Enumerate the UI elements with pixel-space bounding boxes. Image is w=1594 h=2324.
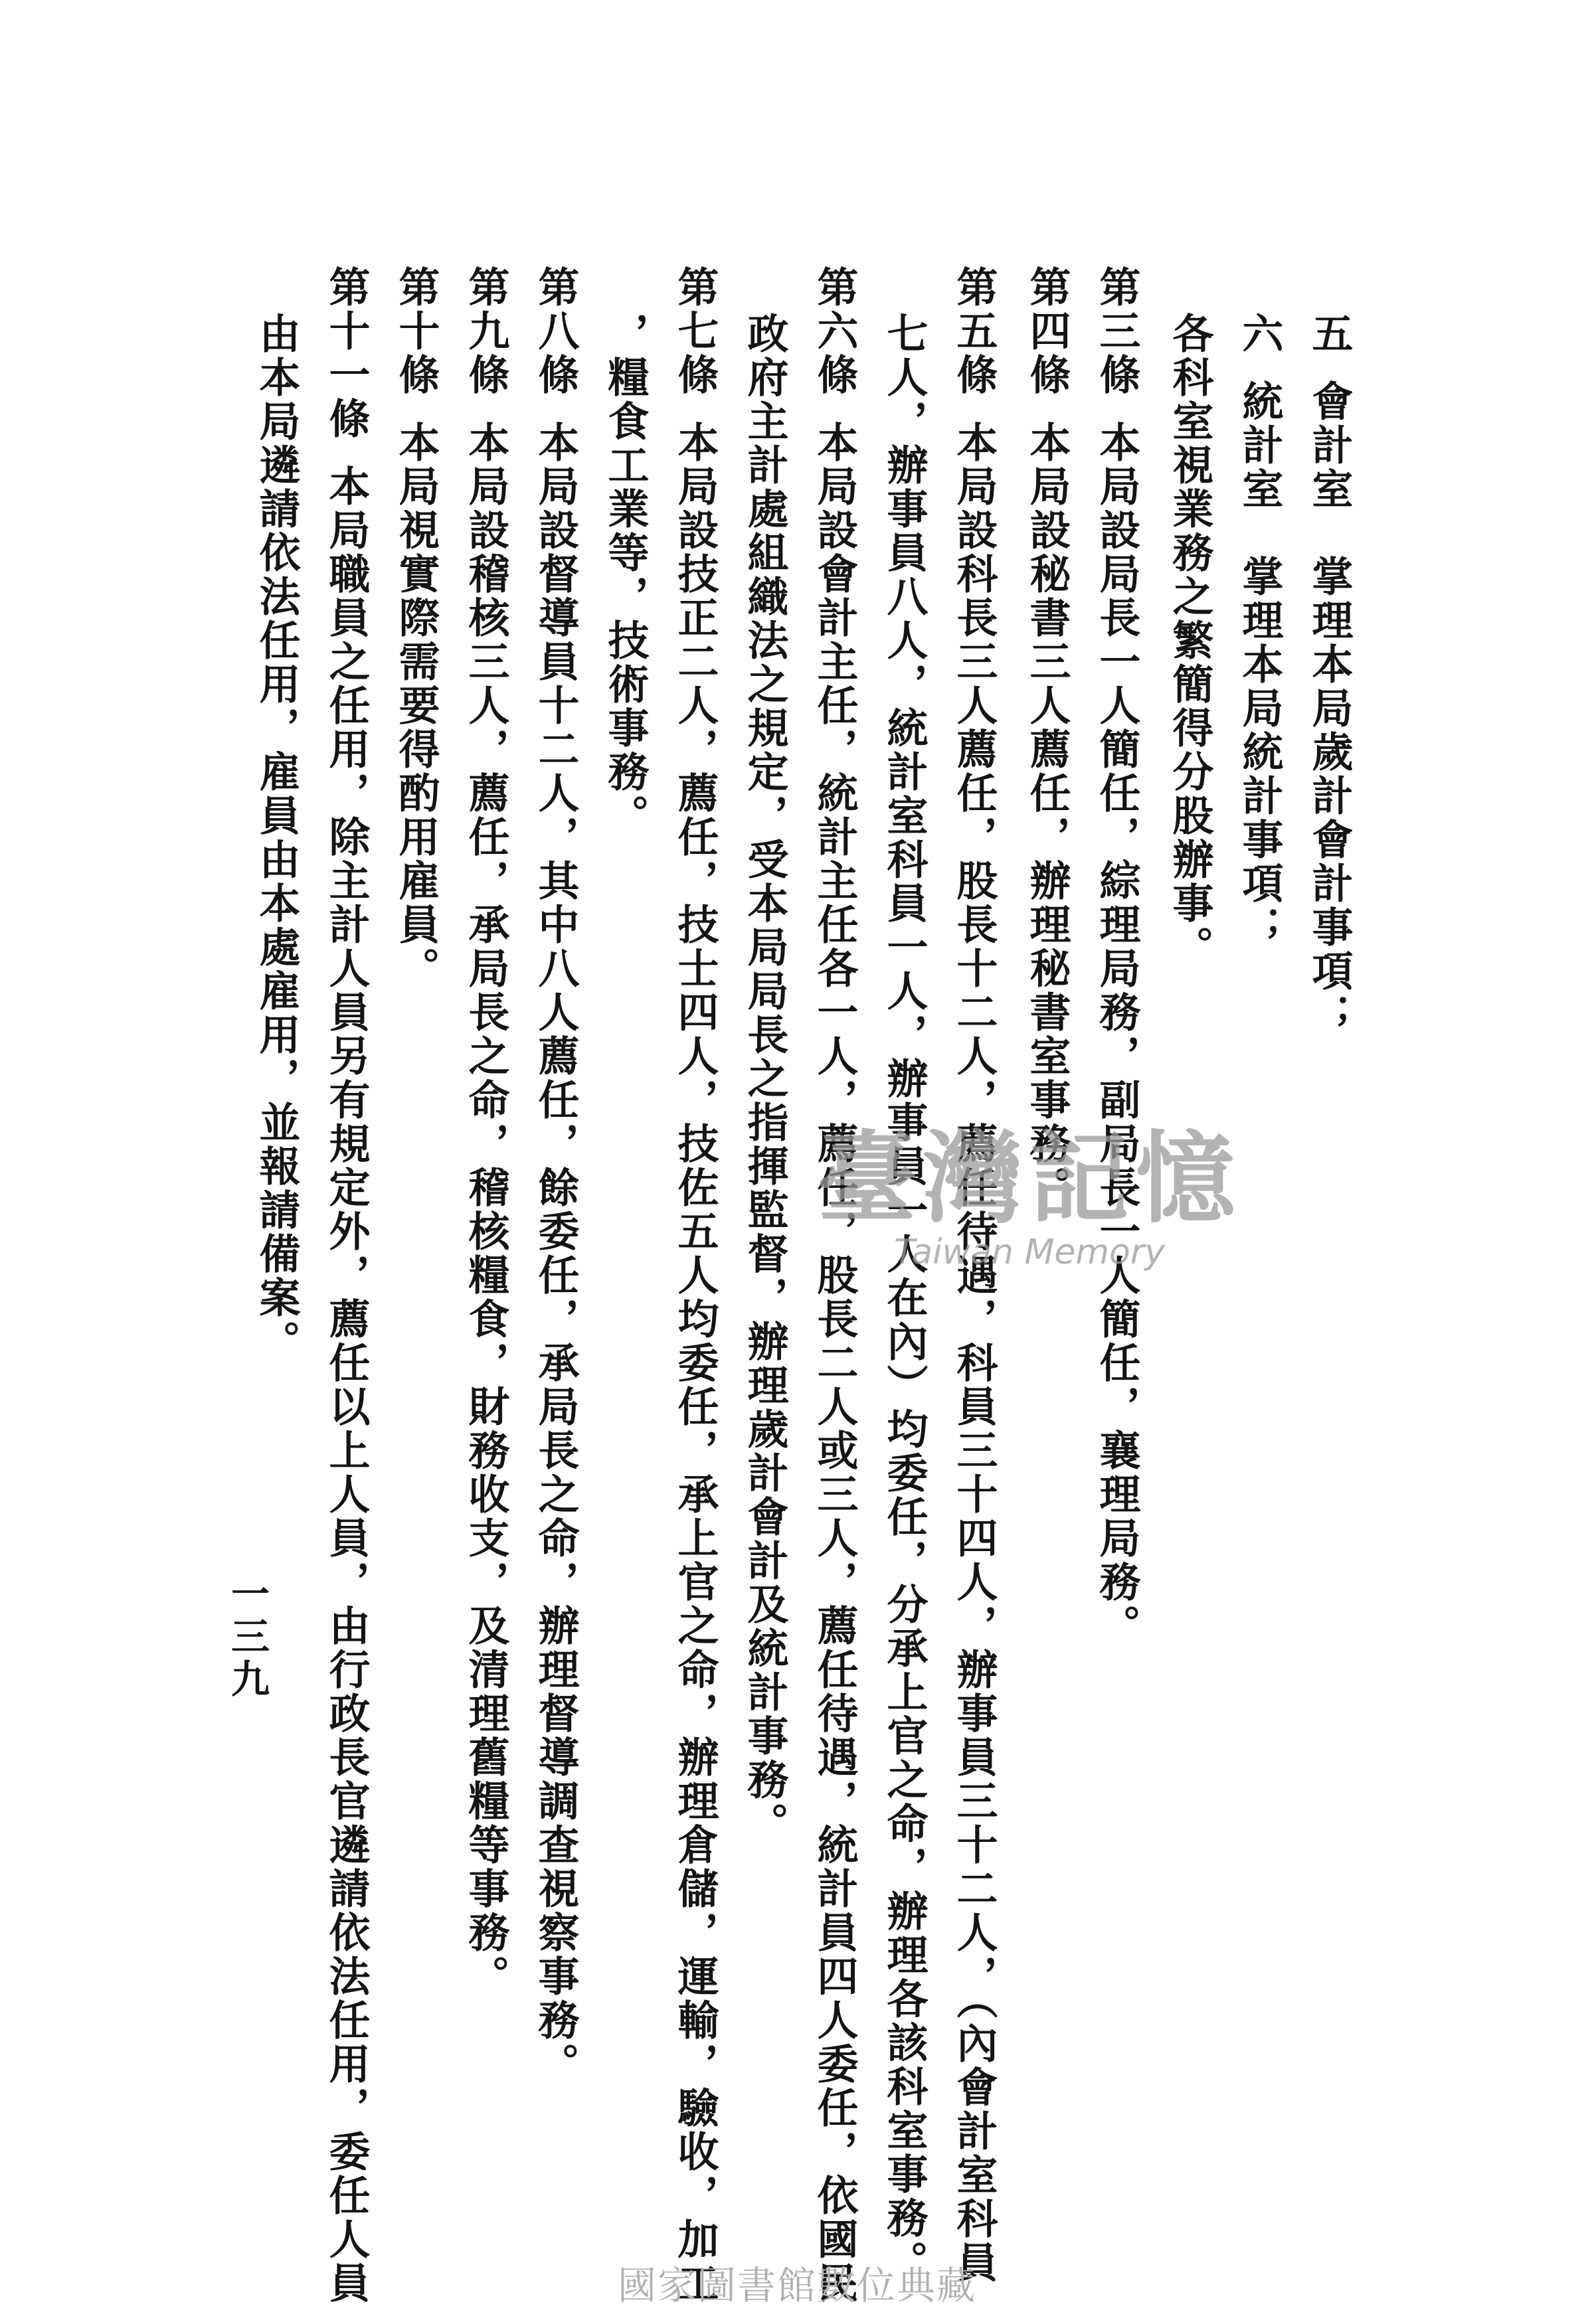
- column-text: 本局設會計主任，統計主任各一人，薦任，股長二人或三人，薦任待遇，統計員四人委任，依國民: [810, 421, 859, 2305]
- text-column: [601, 312, 650, 838]
- watermark-logo: [777, 1120, 1282, 1272]
- column-heading: 六: [1235, 312, 1284, 356]
- column-text: 本局職員之任用，除主計人員另有規定外，薦任以上人員，由行政長官遴請依法任用，委任人員: [322, 465, 371, 2305]
- footer-caption: 國家圖書館數位典藏: [617, 2263, 976, 2308]
- column-heading: 第四條: [1023, 266, 1071, 397]
- column-heading: 第八條: [531, 266, 580, 397]
- text-column: [252, 312, 301, 1364]
- column-text: 會計室 掌理本局歲計會計事項；: [1305, 380, 1354, 1037]
- column-text: 本局設局長一人簡任，綜理局務，副局長一人簡任，襄理局務。: [1093, 421, 1141, 1648]
- text-column: [1023, 266, 1071, 1210]
- text-column: [1166, 312, 1214, 969]
- watermark-english: Taiwan Memory: [894, 1232, 1165, 1272]
- column-text: 統計室 掌理本局統計事項；: [1235, 380, 1284, 950]
- column-heading: 第六條: [810, 266, 859, 397]
- column-heading: 第三條: [1093, 266, 1141, 397]
- text-column: [531, 266, 580, 2086]
- column-text: 由本局遴請依法任用，雇員由本處雇用，並報請備案。: [252, 312, 301, 1364]
- column-heading: 第七條: [671, 266, 719, 397]
- text-column: [810, 266, 859, 2305]
- column-heading: 第九條: [462, 266, 510, 397]
- column-heading: 五: [1305, 312, 1354, 356]
- column-text: ，糧食工業等，技術事務。: [601, 312, 650, 838]
- column-heading: 第五條: [950, 266, 998, 397]
- text-column: [1235, 312, 1284, 950]
- text-column: [322, 266, 371, 2305]
- page-number: 一三九: [224, 1574, 270, 1701]
- column-heading: 第十條: [392, 266, 440, 397]
- column-text: 本局視實際需要得酌用雇員。: [392, 421, 440, 991]
- column-heading: 第十一條: [322, 266, 371, 441]
- text-column: [741, 312, 789, 1846]
- column-text: 本局設稽核三人，薦任，承局長之命，稽核糧食，財務收支，及清理舊糧等事務。: [462, 421, 510, 1999]
- column-text: 各科室視業務之繁簡得分股辦事。: [1166, 312, 1214, 969]
- text-column: [462, 266, 510, 1999]
- text-column: [1305, 312, 1354, 1037]
- column-text: 七人，辦事員八人，統計室科員一人，辦事員一人在內）均委任，分承上官之命，辦理各該科室事務。: [880, 312, 929, 2284]
- column-text: 本局設科長三人薦任，股長十二人，薦任待遇，科員三十四人，辦事員三十二人，（內會計室科員: [950, 421, 998, 2285]
- text-column: [880, 312, 929, 2284]
- text-column: [1093, 266, 1141, 1648]
- text-column: [950, 266, 998, 2285]
- text-column: [392, 266, 440, 991]
- column-text: 本局設技正二人，薦任，技士四人，技佐五人均委任，承上官之命，辦理倉儲，運輸，驗收，加工: [671, 421, 719, 2305]
- column-text: 本局設督導員十二人，其中八人薦任，餘委任，承局長之命，辦理督導調查視察事務。: [531, 421, 580, 2086]
- watermark-chinese: 臺灣記憶: [816, 1120, 1242, 1237]
- column-text: 政府主計處組織法之規定，受本局局長之指揮監督，辦理歲計會計及統計事務。: [741, 312, 789, 1846]
- column-text: 本局設秘書三人薦任，辦理秘書室事務。: [1023, 421, 1071, 1210]
- text-column: [671, 266, 719, 2305]
